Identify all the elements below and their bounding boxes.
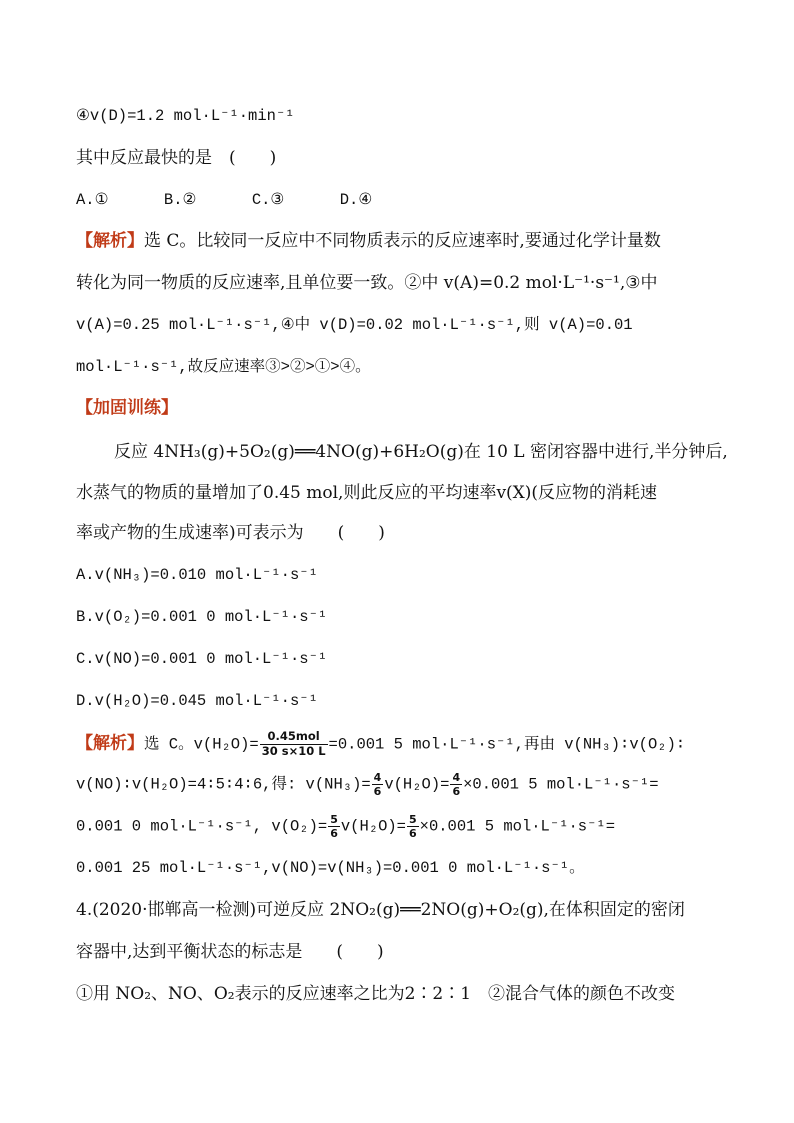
option-c-rate: C.v(NO)=0.001 0 mol·L⁻¹·s⁻¹ [76,650,328,668]
fraction-numerator: 5 [330,813,338,826]
fraction-4-over-6 [450,772,462,797]
question-4-line-2: 容器中,达到平衡状态的标志是 ( ) [76,942,384,962]
fraction-5-over-6 [328,814,340,839]
problem-line-1: 反应 4NH₃(g)+5O₂(g)══4NO(g)+6H₂O(g)在 10 L 密闭容器中进行,半分钟后, [114,442,728,462]
question-stem: 其中反应最快的是 ( ) [76,148,277,168]
option-b-rate: B.v(O₂)=0.001 0 mol·L⁻¹·s⁻¹ [76,608,328,626]
analysis-2-text: 选 C。v(H₂O)= [144,735,259,754]
analysis-text: 选 C。比较同一反应中不同物质表示的反应速率时,要通过化学计量数 [144,231,661,251]
fraction-045-over-300 [260,731,328,757]
fraction-5-over-6 [407,814,419,839]
fraction-numerator: 4 [373,771,382,784]
option-d: D.④ [339,191,373,209]
options-row [76,187,372,212]
fraction-denominator: 6 [452,785,461,798]
analysis-tag: 【解析】 [76,231,144,251]
analysis-2-line-1 [76,731,685,757]
fraction-numerator: 5 [408,813,417,826]
option-b: B.② [163,191,197,209]
analysis-2-text: 0.001 0 mol·L⁻¹·s⁻¹, v(O₂)= [76,817,328,836]
analysis-1-line-2: 转化为同一物质的反应速率,且单位要一致。②中 v(A)=0.2 mol·L⁻¹·s⁻¹,③中 [76,273,658,293]
analysis-2-text: v(H₂O)= [384,775,450,794]
option-c: C.③ [251,191,285,209]
analysis-2-text: ×0.001 5 mol·L⁻¹·s⁻¹= [463,775,659,794]
fraction-4-over-6 [372,772,384,797]
fraction-denominator: 30 s×10 L [261,743,326,758]
analysis-2-text: v(H₂O)= [340,817,406,836]
problem-line-2: 水蒸气的物质的量增加了0.45 mol,则此反应的平均速率v(X)(反应物的消耗速 [76,483,658,503]
question-4-line-1: 4.(2020·邯郸高一检测)可逆反应 2NO₂(g)══2NO(g)+O₂(g),在体积固定的密闭 [76,900,685,920]
fraction-numerator: 4 [452,771,461,784]
analysis-2-text: v(NO)∶v(H₂O)=4∶5∶4∶6,得: v(NH₃)= [76,775,371,794]
option-a: A.① [76,191,109,209]
reinforce-title: 【加固训练】 [76,398,178,418]
analysis-tag: 【解析】 [76,733,144,754]
option-d-rate: D.v(H₂O)=0.045 mol·L⁻¹·s⁻¹ [76,692,318,710]
option-a-rate: A.v(NH₃)=0.010 mol·L⁻¹·s⁻¹ [76,566,318,584]
problem-line-3: 率或产物的生成速率)可表示为 ( ) [76,523,385,543]
item-4-rate: ④v(D)=1.2 mol·L⁻¹·min⁻¹ [76,107,295,125]
analysis-1-line-3: v(A)=0.25 mol·L⁻¹·s⁻¹,④中 v(D)=0.02 mol·L⁻¹·s⁻¹,则 v(A)=0.01 [76,316,633,334]
analysis-1-line-1 [76,229,661,253]
fraction-numerator: 0.45mol [260,731,328,745]
analysis-2-line-4: 0.001 25 mol·L⁻¹·s⁻¹,v(NO)=v(NH₃)=0.001 0 mol·L⁻¹·s⁻¹。 [76,859,585,877]
analysis-2-text: ×0.001 5 mol·L⁻¹·s⁻¹= [419,817,616,836]
analysis-2-line-2 [76,772,659,797]
fraction-denominator: 6 [330,827,338,840]
analysis-1-line-4: mol·L⁻¹·s⁻¹,故反应速率③>②>①>④。 [76,358,371,376]
fraction-denominator: 6 [373,785,382,798]
question-4-line-3: ①用 NO₂、NO、O₂表示的反应速率之比为2∶2∶1 ②混合气体的颜色不改变 [76,984,676,1004]
analysis-2-text: =0.001 5 mol·L⁻¹·s⁻¹,再由 v(NH₃)∶v(O₂)∶ [328,735,686,754]
fraction-denominator: 6 [408,827,417,840]
analysis-2-line-3 [76,814,615,839]
